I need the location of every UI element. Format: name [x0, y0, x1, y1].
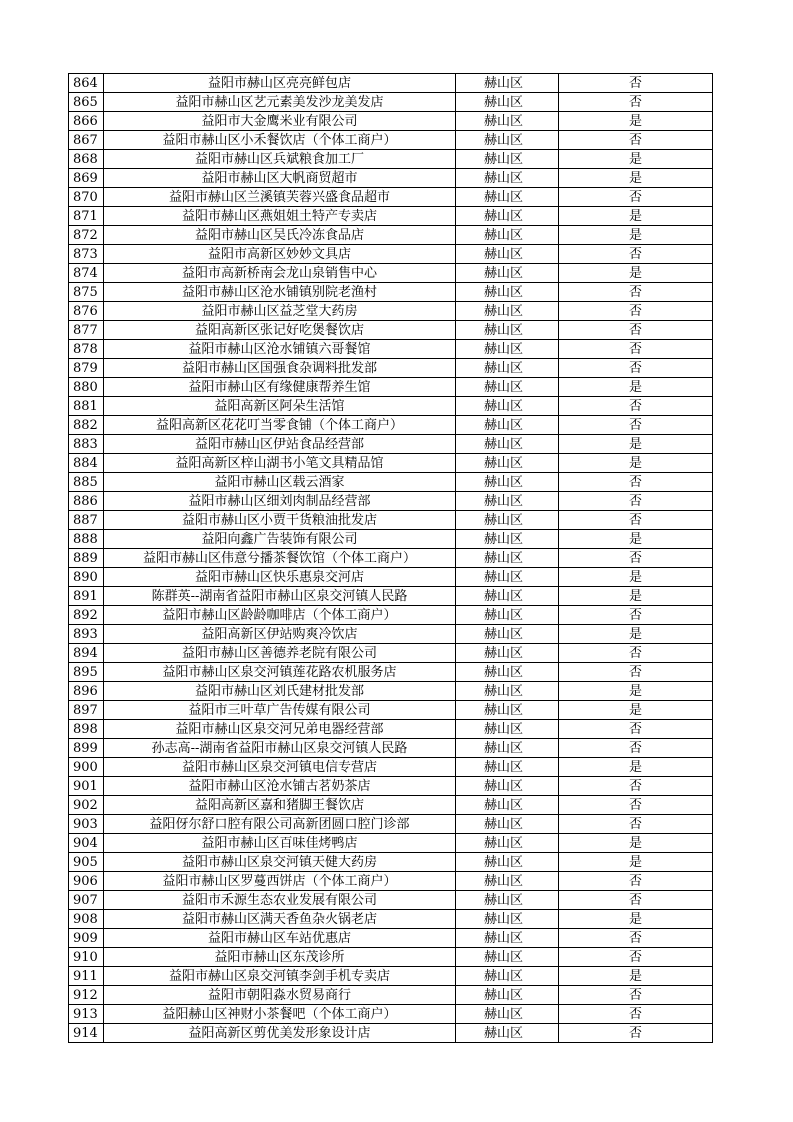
- district-cell: 赫山区: [456, 587, 559, 606]
- district-cell: 赫山区: [456, 796, 559, 815]
- business-name-cell: 益阳高新区阿朵生活馆: [104, 397, 456, 416]
- district-cell: 赫山区: [456, 454, 559, 473]
- row-number-cell: 887: [69, 511, 104, 530]
- flag-cell: 是: [559, 853, 713, 872]
- table-row: [69, 226, 713, 245]
- flag-cell: 是: [559, 378, 713, 397]
- row-number-cell: 877: [69, 321, 104, 340]
- flag-cell: 否: [559, 93, 713, 112]
- row-number-cell: 888: [69, 530, 104, 549]
- flag-cell: 是: [559, 910, 713, 929]
- row-number-cell: 911: [69, 967, 104, 986]
- flag-cell: 是: [559, 568, 713, 587]
- row-number-cell: 876: [69, 302, 104, 321]
- district-cell: 赫山区: [456, 853, 559, 872]
- table-row: [69, 739, 713, 758]
- business-name-cell: 益阳高新区嘉和猪脚王餐饮店: [104, 796, 456, 815]
- district-cell: 赫山区: [456, 169, 559, 188]
- business-name-cell: 益阳市赫山区载云酒家: [104, 473, 456, 492]
- flag-cell: 否: [559, 283, 713, 302]
- table-row: [69, 416, 713, 435]
- district-cell: 赫山区: [456, 967, 559, 986]
- district-cell: 赫山区: [456, 378, 559, 397]
- flag-cell: 是: [559, 587, 713, 606]
- district-cell: 赫山区: [456, 777, 559, 796]
- flag-cell: 是: [559, 435, 713, 454]
- row-number-cell: 909: [69, 929, 104, 948]
- district-cell: 赫山区: [456, 264, 559, 283]
- business-name-cell: 益阳市赫山区沧水铺镇别院老渔村: [104, 283, 456, 302]
- business-name-cell: 益阳市赫山区伊站食品经营部: [104, 435, 456, 454]
- flag-cell: 是: [559, 834, 713, 853]
- table-row: [69, 473, 713, 492]
- district-cell: 赫山区: [456, 872, 559, 891]
- flag-cell: 是: [559, 169, 713, 188]
- table-row: [69, 929, 713, 948]
- table-row: [69, 454, 713, 473]
- business-name-cell: 益阳市赫山区泉交河镇李剑手机专卖店: [104, 967, 456, 986]
- business-name-cell: 益阳市三叶草广告传媒有限公司: [104, 701, 456, 720]
- row-number-cell: 864: [69, 74, 104, 93]
- table-row: [69, 1005, 713, 1024]
- table-row: [69, 340, 713, 359]
- business-name-cell: 益阳市赫山区刘氏建材批发部: [104, 682, 456, 701]
- row-number-cell: 865: [69, 93, 104, 112]
- business-name-cell: 益阳市赫山区罗蔓西饼店（个体工商户）: [104, 872, 456, 891]
- row-number-cell: 906: [69, 872, 104, 891]
- table-row: [69, 511, 713, 530]
- flag-cell: 否: [559, 606, 713, 625]
- business-name-cell: 益阳市赫山区艺元素美发沙龙美发店: [104, 93, 456, 112]
- business-name-cell: 益阳市赫山区百味佳烤鸭店: [104, 834, 456, 853]
- table-row: [69, 321, 713, 340]
- table-row: [69, 663, 713, 682]
- table-row: [69, 853, 713, 872]
- district-cell: 赫山区: [456, 1024, 559, 1043]
- district-cell: 赫山区: [456, 530, 559, 549]
- row-number-cell: 870: [69, 188, 104, 207]
- table-row: [69, 549, 713, 568]
- flag-cell: 否: [559, 340, 713, 359]
- district-cell: 赫山区: [456, 112, 559, 131]
- business-name-cell: 益阳市大金鹰米业有限公司: [104, 112, 456, 131]
- business-name-cell: 益阳高新区花花叮当零食铺（个体工商户）: [104, 416, 456, 435]
- business-name-cell: 益阳伢尔舒口腔有限公司高新团圆口腔门诊部: [104, 815, 456, 834]
- records-table: [68, 73, 713, 1043]
- business-name-cell: 陈群英--湖南省益阳市赫山区泉交河镇人民路: [104, 587, 456, 606]
- district-cell: 赫山区: [456, 245, 559, 264]
- flag-cell: 否: [559, 929, 713, 948]
- table-row: [69, 283, 713, 302]
- row-number-cell: 871: [69, 207, 104, 226]
- business-name-cell: 益阳市赫山区亮亮鲜包店: [104, 74, 456, 93]
- district-cell: 赫山区: [456, 929, 559, 948]
- table-row: [69, 967, 713, 986]
- flag-cell: 否: [559, 473, 713, 492]
- row-number-cell: 874: [69, 264, 104, 283]
- district-cell: 赫山区: [456, 93, 559, 112]
- flag-cell: 否: [559, 74, 713, 93]
- table-row: [69, 492, 713, 511]
- row-number-cell: 890: [69, 568, 104, 587]
- row-number-cell: 868: [69, 150, 104, 169]
- row-number-cell: 878: [69, 340, 104, 359]
- row-number-cell: 880: [69, 378, 104, 397]
- row-number-cell: 897: [69, 701, 104, 720]
- row-number-cell: 886: [69, 492, 104, 511]
- business-name-cell: 益阳市赫山区满天香鱼杂火锅老店: [104, 910, 456, 929]
- flag-cell: 否: [559, 663, 713, 682]
- flag-cell: 否: [559, 188, 713, 207]
- district-cell: 赫山区: [456, 1005, 559, 1024]
- table-row: [69, 834, 713, 853]
- district-cell: 赫山区: [456, 663, 559, 682]
- flag-cell: 否: [559, 511, 713, 530]
- business-name-cell: 益阳高新区张记好吃煲餐饮店: [104, 321, 456, 340]
- row-number-cell: 905: [69, 853, 104, 872]
- business-name-cell: 益阳市赫山区兵斌粮食加工厂: [104, 150, 456, 169]
- business-name-cell: 益阳市赫山区细刘肉制品经营部: [104, 492, 456, 511]
- row-number-cell: 896: [69, 682, 104, 701]
- row-number-cell: 898: [69, 720, 104, 739]
- district-cell: 赫山区: [456, 606, 559, 625]
- table-row: [69, 872, 713, 891]
- table-row: [69, 758, 713, 777]
- business-name-cell: 益阳市赫山区国强食杂调料批发部: [104, 359, 456, 378]
- table-row: [69, 302, 713, 321]
- business-name-cell: 益阳市高新区妙妙文具店: [104, 245, 456, 264]
- district-cell: 赫山区: [456, 416, 559, 435]
- flag-cell: 否: [559, 720, 713, 739]
- flag-cell: 是: [559, 207, 713, 226]
- table-row: [69, 93, 713, 112]
- flag-cell: 否: [559, 891, 713, 910]
- flag-cell: 是: [559, 682, 713, 701]
- district-cell: 赫山区: [456, 511, 559, 530]
- table-row: [69, 891, 713, 910]
- district-cell: 赫山区: [456, 644, 559, 663]
- row-number-cell: 904: [69, 834, 104, 853]
- row-number-cell: 899: [69, 739, 104, 758]
- table-row: [69, 530, 713, 549]
- row-number-cell: 895: [69, 663, 104, 682]
- flag-cell: 是: [559, 967, 713, 986]
- table-row: [69, 435, 713, 454]
- business-name-cell: 益阳市高新桥南会龙山泉销售中心: [104, 264, 456, 283]
- flag-cell: 否: [559, 777, 713, 796]
- flag-cell: 是: [559, 530, 713, 549]
- district-cell: 赫山区: [456, 188, 559, 207]
- district-cell: 赫山区: [456, 74, 559, 93]
- business-name-cell: 益阳市禾源生态农业发展有限公司: [104, 891, 456, 910]
- table-row: [69, 644, 713, 663]
- district-cell: 赫山区: [456, 701, 559, 720]
- flag-cell: 否: [559, 321, 713, 340]
- row-number-cell: 907: [69, 891, 104, 910]
- flag-cell: 是: [559, 625, 713, 644]
- flag-cell: 是: [559, 264, 713, 283]
- flag-cell: 否: [559, 796, 713, 815]
- row-number-cell: 902: [69, 796, 104, 815]
- row-number-cell: 869: [69, 169, 104, 188]
- row-number-cell: 914: [69, 1024, 104, 1043]
- flag-cell: 否: [559, 739, 713, 758]
- flag-cell: 否: [559, 131, 713, 150]
- flag-cell: 否: [559, 986, 713, 1005]
- row-number-cell: 875: [69, 283, 104, 302]
- district-cell: 赫山区: [456, 340, 559, 359]
- district-cell: 赫山区: [456, 131, 559, 150]
- row-number-cell: 900: [69, 758, 104, 777]
- business-name-cell: 益阳市赫山区东茂诊所: [104, 948, 456, 967]
- row-number-cell: 913: [69, 1005, 104, 1024]
- business-name-cell: 益阳市赫山区兰溪镇芙蓉兴盛食品超市: [104, 188, 456, 207]
- district-cell: 赫山区: [456, 948, 559, 967]
- row-number-cell: 903: [69, 815, 104, 834]
- district-cell: 赫山区: [456, 568, 559, 587]
- row-number-cell: 884: [69, 454, 104, 473]
- business-name-cell: 益阳市赫山区泉交河镇莲花路农机服务店: [104, 663, 456, 682]
- table-row: [69, 169, 713, 188]
- business-name-cell: 益阳市赫山区吴氏冷冻食品店: [104, 226, 456, 245]
- business-name-cell: 益阳市赫山区燕姐姐土特产专卖店: [104, 207, 456, 226]
- row-number-cell: 891: [69, 587, 104, 606]
- table-row: [69, 587, 713, 606]
- business-name-cell: 益阳市赫山区大帆商贸超市: [104, 169, 456, 188]
- row-number-cell: 912: [69, 986, 104, 1005]
- table-body: [69, 74, 713, 1043]
- row-number-cell: 872: [69, 226, 104, 245]
- flag-cell: 否: [559, 302, 713, 321]
- district-cell: 赫山区: [456, 397, 559, 416]
- table-row: [69, 378, 713, 397]
- business-name-cell: 益阳市朝阳淼水贸易商行: [104, 986, 456, 1005]
- row-number-cell: 867: [69, 131, 104, 150]
- table-row: [69, 777, 713, 796]
- district-cell: 赫山区: [456, 207, 559, 226]
- table-row: [69, 264, 713, 283]
- district-cell: 赫山区: [456, 473, 559, 492]
- business-name-cell: 益阳市赫山区小禾餐饮店（个体工商户）: [104, 131, 456, 150]
- table-row: [69, 625, 713, 644]
- table-row: [69, 74, 713, 93]
- table-row: [69, 796, 713, 815]
- district-cell: 赫山区: [456, 891, 559, 910]
- business-name-cell: 益阳高新区梓山湖书小笔文具精品馆: [104, 454, 456, 473]
- table-row: [69, 131, 713, 150]
- table-row: [69, 188, 713, 207]
- table-row: [69, 701, 713, 720]
- flag-cell: 否: [559, 549, 713, 568]
- flag-cell: 否: [559, 245, 713, 264]
- district-cell: 赫山区: [456, 226, 559, 245]
- business-name-cell: 益阳市赫山区快乐惠泉交河店: [104, 568, 456, 587]
- row-number-cell: 882: [69, 416, 104, 435]
- table-row: [69, 720, 713, 739]
- district-cell: 赫山区: [456, 910, 559, 929]
- business-name-cell: 益阳市赫山区泉交河镇天健大药房: [104, 853, 456, 872]
- district-cell: 赫山区: [456, 834, 559, 853]
- flag-cell: 否: [559, 872, 713, 891]
- district-cell: 赫山区: [456, 321, 559, 340]
- business-name-cell: 益阳向鑫广告装饰有限公司: [104, 530, 456, 549]
- row-number-cell: 894: [69, 644, 104, 663]
- flag-cell: 否: [559, 1024, 713, 1043]
- flag-cell: 是: [559, 701, 713, 720]
- district-cell: 赫山区: [456, 720, 559, 739]
- business-name-cell: 益阳市赫山区益芝堂大药房: [104, 302, 456, 321]
- table-row: [69, 910, 713, 929]
- district-cell: 赫山区: [456, 625, 559, 644]
- district-cell: 赫山区: [456, 150, 559, 169]
- row-number-cell: 901: [69, 777, 104, 796]
- table-row: [69, 568, 713, 587]
- table-row: [69, 606, 713, 625]
- business-name-cell: 益阳市赫山区沧水铺古茗奶茶店: [104, 777, 456, 796]
- table-row: [69, 986, 713, 1005]
- table-row: [69, 207, 713, 226]
- district-cell: 赫山区: [456, 492, 559, 511]
- row-number-cell: 893: [69, 625, 104, 644]
- flag-cell: 是: [559, 112, 713, 131]
- row-number-cell: 892: [69, 606, 104, 625]
- flag-cell: 否: [559, 948, 713, 967]
- district-cell: 赫山区: [456, 758, 559, 777]
- table-row: [69, 359, 713, 378]
- table-row: [69, 815, 713, 834]
- district-cell: 赫山区: [456, 549, 559, 568]
- flag-cell: 否: [559, 1005, 713, 1024]
- flag-cell: 否: [559, 492, 713, 511]
- business-name-cell: 益阳市赫山区泉交河兄弟电器经营部: [104, 720, 456, 739]
- flag-cell: 是: [559, 150, 713, 169]
- business-name-cell: 益阳市赫山区泉交河镇电信专营店: [104, 758, 456, 777]
- district-cell: 赫山区: [456, 359, 559, 378]
- table-row: [69, 150, 713, 169]
- flag-cell: 否: [559, 815, 713, 834]
- business-name-cell: 益阳市赫山区伟意兮播茶餐饮馆（个体工商户）: [104, 549, 456, 568]
- business-name-cell: 益阳市赫山区善德养老院有限公司: [104, 644, 456, 663]
- row-number-cell: 908: [69, 910, 104, 929]
- business-name-cell: 益阳市赫山区有缘健康帮养生馆: [104, 378, 456, 397]
- table-row: [69, 397, 713, 416]
- row-number-cell: 910: [69, 948, 104, 967]
- business-name-cell: 益阳市赫山区车站优惠店: [104, 929, 456, 948]
- row-number-cell: 879: [69, 359, 104, 378]
- table-row: [69, 245, 713, 264]
- business-name-cell: 益阳市赫山区沧水铺镇六哥餐馆: [104, 340, 456, 359]
- flag-cell: 是: [559, 758, 713, 777]
- table-row: [69, 948, 713, 967]
- row-number-cell: 866: [69, 112, 104, 131]
- district-cell: 赫山区: [456, 986, 559, 1005]
- row-number-cell: 889: [69, 549, 104, 568]
- business-name-cell: 益阳赫山区神财小茶餐吧（个体工商户）: [104, 1005, 456, 1024]
- district-cell: 赫山区: [456, 283, 559, 302]
- row-number-cell: 881: [69, 397, 104, 416]
- district-cell: 赫山区: [456, 302, 559, 321]
- district-cell: 赫山区: [456, 815, 559, 834]
- business-name-cell: 益阳市赫山区龄龄咖啡店（个体工商户）: [104, 606, 456, 625]
- business-name-cell: 益阳高新区剪优美发形象设计店: [104, 1024, 456, 1043]
- district-cell: 赫山区: [456, 435, 559, 454]
- business-name-cell: 孙志高--湖南省益阳市赫山区泉交河镇人民路: [104, 739, 456, 758]
- row-number-cell: 873: [69, 245, 104, 264]
- row-number-cell: 885: [69, 473, 104, 492]
- flag-cell: 是: [559, 226, 713, 245]
- business-name-cell: 益阳市赫山区小贾干货粮油批发店: [104, 511, 456, 530]
- flag-cell: 否: [559, 359, 713, 378]
- flag-cell: 是: [559, 454, 713, 473]
- flag-cell: 否: [559, 397, 713, 416]
- district-cell: 赫山区: [456, 682, 559, 701]
- row-number-cell: 883: [69, 435, 104, 454]
- business-name-cell: 益阳高新区伊站购爽冷饮店: [104, 625, 456, 644]
- table-row: [69, 112, 713, 131]
- flag-cell: 否: [559, 644, 713, 663]
- flag-cell: 否: [559, 416, 713, 435]
- district-cell: 赫山区: [456, 739, 559, 758]
- table-row: [69, 1024, 713, 1043]
- table-row: [69, 682, 713, 701]
